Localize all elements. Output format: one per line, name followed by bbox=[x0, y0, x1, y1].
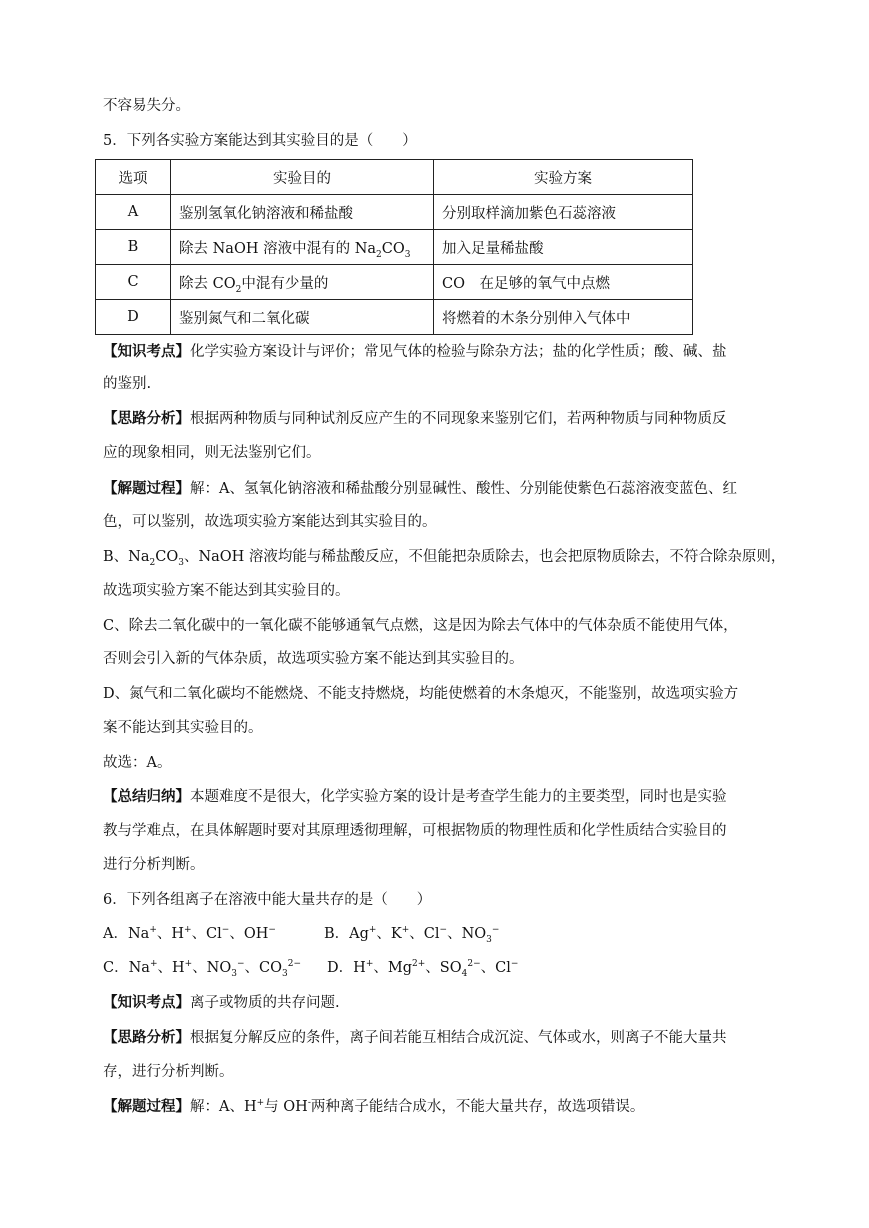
paragraph-line: 的鉴别. bbox=[103, 376, 152, 392]
analysis-6: 【思路分析】根据复分解反应的条件，离子间若能互相结合成沉淀、气体或水，则离子不能大量共 bbox=[103, 1029, 727, 1046]
paragraph-line: 故选项实验方案不能达到其实验目的。 bbox=[103, 583, 350, 599]
table-row bbox=[96, 195, 693, 230]
paragraph-line: 存，进行分析判断。 bbox=[103, 1064, 234, 1080]
header-option: 选项 bbox=[96, 160, 171, 195]
paragraph-line: 案不能达到其实验目的。 bbox=[103, 720, 263, 736]
row-plan: 分别取样滴加紫色石蕊溶液 bbox=[434, 195, 693, 230]
analysis-5: 【思路分析】根据两种物质与同种试剂反应产生的不同现象来鉴别它们，若两种物质与同种物质反 bbox=[103, 410, 727, 427]
solution-5-d: D、氮气和二氧化碳均不能燃烧、不能支持燃烧，均能使燃着的木条熄灭，不能鉴别，故选项实验方 bbox=[103, 686, 739, 702]
option-b: B．Ag+、K+、Cl−、$NO_3^-$ bbox=[323, 925, 500, 945]
solution-5: 【解题过程】解：A、氢氧化钠溶液和稀盐酸分别显碱性、酸性、分别能使紫色石蕊溶液变蓝色、红 bbox=[103, 480, 737, 497]
row-plan: 将燃着的木条分别伸入气体中 bbox=[434, 300, 693, 335]
paragraph-line: 教与学难点，在具体解题时要对其原理透彻理解，可根据物质的物理性质和化学性质结合实验目的 bbox=[103, 823, 727, 839]
option-d: D．H+、$Mg^{2+}$、$SO_4^{2-}$、Cl− bbox=[327, 959, 519, 979]
paragraph-line: 进行分析判断。 bbox=[103, 857, 205, 873]
paragraph-line: 应的现象相同，则无法鉴别它们。 bbox=[103, 445, 321, 461]
row-purpose: 除去 NaOH 溶液中混有的 $Na_2CO_3$ bbox=[171, 230, 434, 265]
row-option: B bbox=[96, 230, 171, 265]
solution-5-b: B、$Na_2CO_3$、NaOH 溶液均能与稀盐酸反应，不但能把杂质除去，也会把原物质除去，不符合除杂原则， bbox=[103, 549, 786, 568]
row-purpose: 鉴别氢氧化钠溶液和稀盐酸 bbox=[171, 195, 434, 230]
table-header-row bbox=[96, 160, 693, 195]
summary-5: 【总结归纳】本题难度不是很大，化学实验方案的设计是考查学生能力的主要类型，同时也是实验 bbox=[103, 788, 727, 805]
solution-5-c: C、除去二氧化碳中的一氧化碳不能够通氧气点燃，这是因为除去气体中的气体杂质不能使用气体， bbox=[103, 618, 738, 634]
question-6-title: 6．下列各组离子在溶液中能大量共存的是（ ） bbox=[103, 892, 432, 908]
table-row bbox=[96, 230, 693, 265]
header-purpose: 实验目的 bbox=[171, 160, 434, 195]
row-plan: CO 在足够的氧气中点燃 bbox=[434, 265, 693, 300]
solution-6: 【解题过程】解：A、H+与 OH-两种离子能结合成水，不能大量共存，故选项错误。 bbox=[103, 1098, 645, 1115]
knowledge-point-6: 【知识考点】离子或物质的共存问题. bbox=[103, 994, 340, 1011]
option-a: A．Na+、H+、Cl−、OH− bbox=[103, 925, 276, 942]
row-plan: 加入足量稀盐酸 bbox=[434, 230, 693, 265]
row-option: C bbox=[96, 265, 171, 300]
table-row bbox=[96, 265, 693, 300]
table-row bbox=[96, 300, 693, 335]
knowledge-point-5: 【知识考点】化学实验方案设计与评价；常见气体的检验与除杂方法；盐的化学性质；酸、碱、盐 bbox=[103, 343, 727, 360]
row-purpose: 鉴别氮气和二氧化碳 bbox=[171, 300, 434, 335]
paragraph-line: 不容易失分。 bbox=[103, 98, 190, 114]
header-plan: 实验方案 bbox=[434, 160, 693, 195]
question-6-options-cd bbox=[103, 958, 518, 978]
question-5-title: 5．下列各实验方案能达到其实验目的是（ ） bbox=[103, 133, 417, 149]
paragraph-line: 否则会引入新的气体杂质，故选项实验方案不能达到其实验目的。 bbox=[103, 651, 524, 667]
answer-5: 故选：A。 bbox=[103, 755, 172, 771]
row-purpose: 除去 $CO_2$中混有少量的 bbox=[171, 265, 434, 300]
option-c: C．Na+、H+、$NO_3^-$、$CO_3^{2-}$ bbox=[103, 959, 302, 979]
experiment-table bbox=[95, 159, 693, 335]
question-6-options-ab bbox=[103, 924, 499, 944]
paragraph-line: 色，可以鉴别，故选项实验方案能达到其实验目的。 bbox=[103, 514, 437, 530]
row-option: A bbox=[96, 195, 171, 230]
row-option: D bbox=[96, 300, 171, 335]
